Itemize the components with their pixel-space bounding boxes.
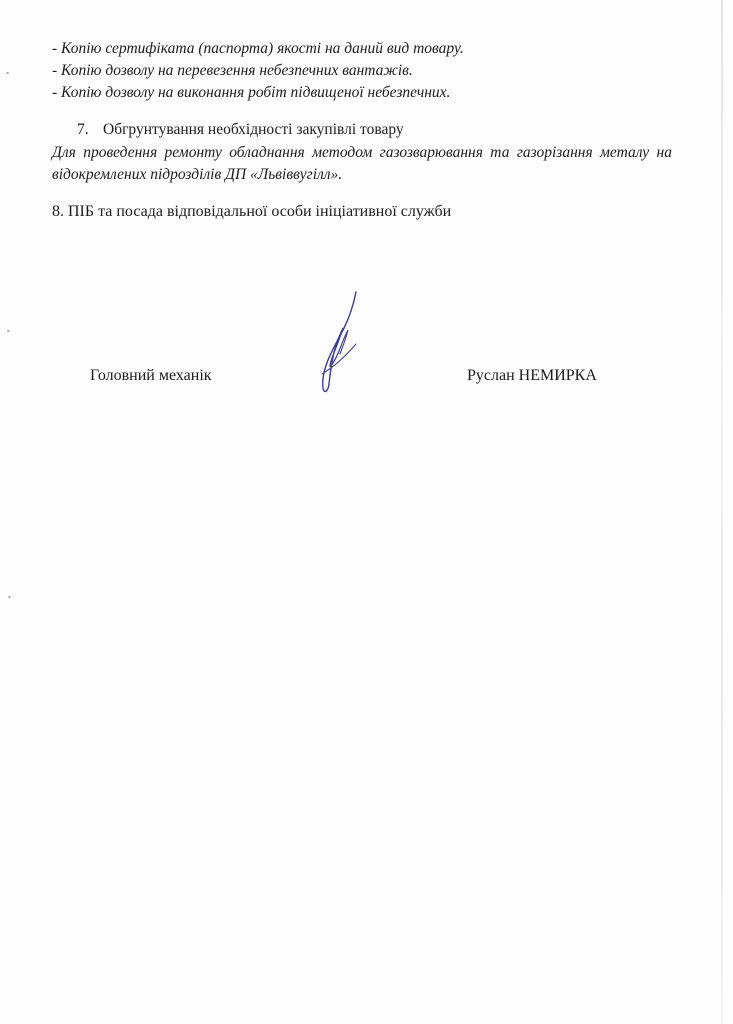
section-8-heading: 8. ПІБ та посада відповідальної особи ініціативної служби — [52, 203, 452, 220]
list-item: - Копію сертифіката (паспорта) якості на даний вид товару. — [52, 40, 464, 57]
list-item: - Копію дозволу на перевезення небезпечних вантажів. — [52, 62, 413, 79]
section-7-heading — [77, 119, 404, 141]
scan-speck — [8, 596, 11, 598]
signatory-position: Головний механік — [90, 367, 212, 384]
scan-speck — [7, 330, 10, 332]
list-item: - Копію дозволу на виконання робіт підвищеної небезпечних. — [52, 84, 451, 101]
section-7-justification-text: Для проведення ремонту обладнання методом газозварювання та газорізання металу на відокремлених підрозділів ДП «Львіввугілл». — [52, 144, 672, 183]
handwritten-signature-icon — [310, 288, 380, 398]
scan-edge-shadow — [721, 0, 723, 1024]
required-documents-list — [52, 38, 464, 104]
signatory-name: Руслан НЕМИРКА — [467, 367, 597, 384]
section-7-number: 7. — [77, 121, 89, 138]
scan-speck — [6, 72, 9, 74]
section-7-title: Обгрунтування необхідності закупівлі товару — [103, 121, 404, 138]
